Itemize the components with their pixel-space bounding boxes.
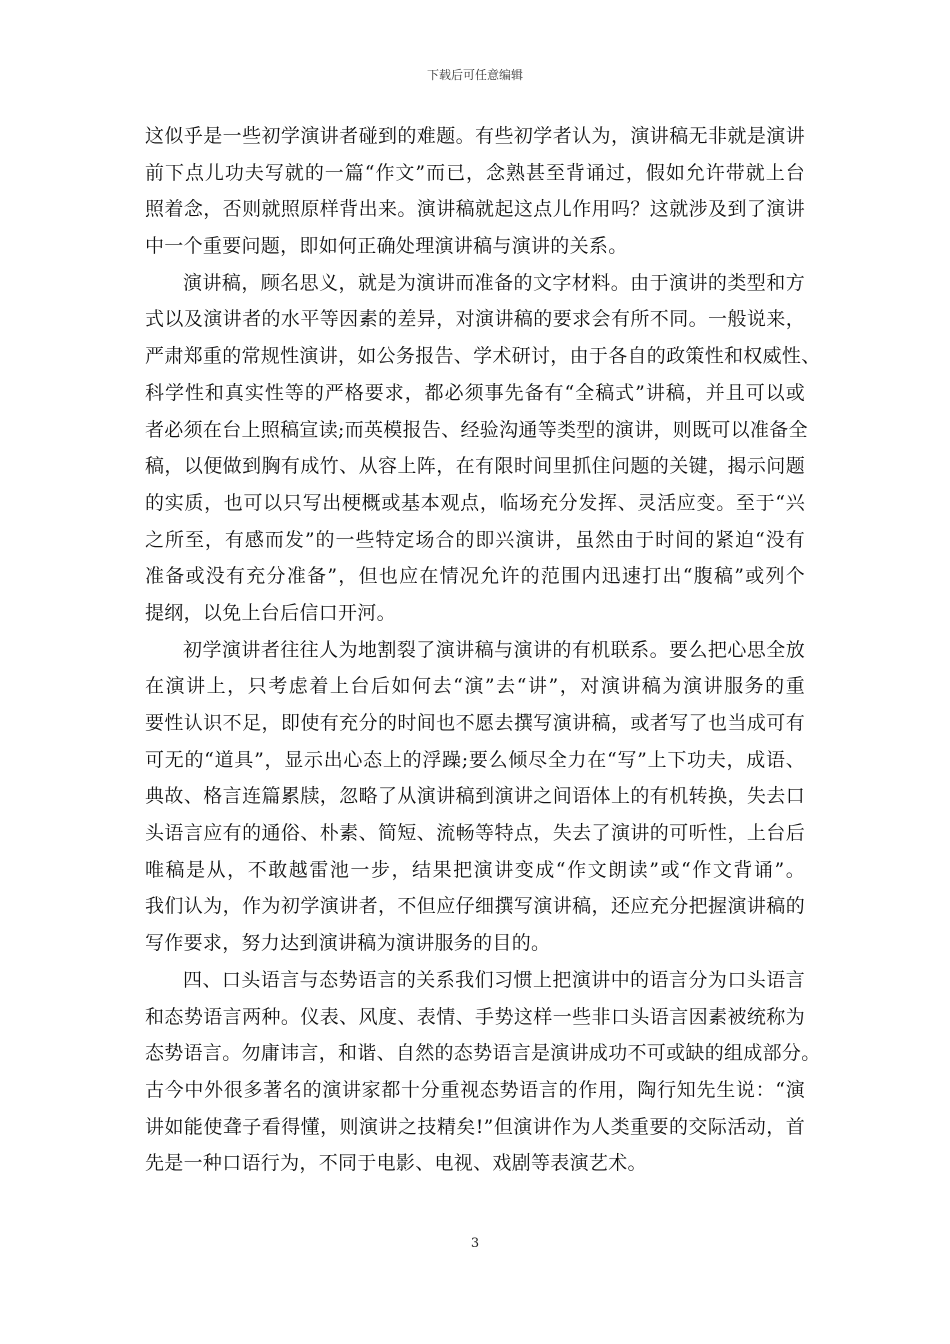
- paragraph-line: 严肃郑重的常规性演讲，如公务报告、学术研讨，由于各自的政策性和权威性、: [145, 345, 821, 368]
- paragraph-line: 照着念，否则就照原样背出来。演讲稿就起这点儿作用吗？这就涉及到了演讲: [145, 198, 805, 221]
- paragraph: [145, 265, 821, 632]
- paragraph-line: 科学性和真实性等的严格要求，都必须事先备有“全稿式”讲稿，并且可以或: [145, 381, 805, 404]
- paragraph-line: 讲如能使聋子看得懂，则演讲之技精矣!”但演讲作为人类重要的交际活动，首: [145, 1115, 805, 1138]
- paragraph-line: 先是一种口语行为，不同于电影、电视、戏剧等表演艺术。: [145, 1152, 647, 1175]
- paragraph-line: 式以及演讲者的水平等因素的差异，对演讲稿的要求会有所不同。一般说来，: [145, 308, 805, 331]
- paragraph-line: 中一个重要问题，即如何正确处理演讲稿与演讲的关系。: [145, 235, 628, 258]
- paragraph-line: 和态势语言两种。仪表、风度、表情、手势这样一些非口头语言因素被统称为: [145, 1005, 805, 1028]
- paragraph-line: 在演讲上，只考虑着上台后如何去“演”去“讲”，对演讲稿为演讲服务的重: [145, 675, 805, 698]
- paragraph-line: 者必须在台上照稿宣读;而英模报告、经验沟通等类型的演讲，则既可以准备全: [145, 418, 808, 441]
- paragraph: [145, 632, 805, 962]
- paragraph: [145, 962, 821, 1182]
- paragraph-line: 写作要求，努力达到演讲稿为演讲服务的目的。: [145, 932, 551, 955]
- document-body: [145, 118, 821, 1182]
- paragraph-line: 四、口头语言与态势语言的关系我们习惯上把演讲中的语言分为口头语言: [183, 968, 805, 991]
- paragraph-line: 这似乎是一些初学演讲者碰到的难题。有些初学者认为，演讲稿无非就是演讲: [145, 125, 805, 147]
- paragraph-line: 演讲稿，顾名思义，就是为演讲而准备的文字材料。由于演讲的类型和方: [183, 271, 805, 294]
- paragraph-line: 古今中外很多著名的演讲家都十分重视态势语言的作用，陶行知先生说：“演: [145, 1078, 805, 1101]
- paragraph-line: 要性认识不足，即使有充分的时间也不愿去撰写演讲稿，或者写了也当成可有: [145, 712, 805, 734]
- paragraph-line: 之所至，有感而发”的一些特定场合的即兴演讲，虽然由于时间的紧迫“没有: [145, 528, 805, 551]
- paragraph-line: 唯稿是从，不敢越雷池一步，结果把演讲变成“作文朗读”或“作文背诵”。: [145, 858, 805, 881]
- paragraph-line: 典故、格言连篇累牍，忽略了从演讲稿到演讲之间语体上的有机转换，失去口: [145, 785, 805, 808]
- paragraph-line: 态势语言。勿庸讳言，和谐、自然的态势语言是演讲成功不可或缺的组成部分。: [145, 1042, 821, 1065]
- paragraph: [145, 118, 805, 265]
- page-number: 3: [470, 1236, 480, 1251]
- paragraph-line: 的实质，也可以只写出梗概或基本观点，临场充分发挥、灵活应变。至于“兴: [145, 491, 805, 514]
- paragraph-line: 我们认为，作为初学演讲者，不但应仔细撰写演讲稿，还应充分把握演讲稿的: [145, 895, 805, 918]
- paragraph-line: 稿，以便做到胸有成竹、从容上阵，在有限时间里抓住问题的关键，揭示问题: [145, 455, 805, 478]
- paragraph-line: 准备或没有充分准备”，但也应在情况允许的范围内迅速打出“腹稿”或列个: [145, 565, 805, 588]
- paragraph-line: 可无的“道具”，显示出心态上的浮躁;要么倾尽全力在“写”上下功夫，成语、: [145, 748, 805, 771]
- paragraph-line: 头语言应有的通俗、朴素、简短、流畅等特点，失去了演讲的可听性，上台后: [145, 822, 805, 845]
- paragraph-line: 初学演讲者往往人为地割裂了演讲稿与演讲的有机联系。要么把心思全放: [183, 638, 805, 661]
- page-header: 下载后可任意编辑: [426, 68, 523, 82]
- paragraph-line: 前下点儿功夫写就的一篇“作文”而已，念熟甚至背诵过，假如允许带就上台: [145, 161, 805, 184]
- paragraph-line: 提纲，以免上台后信口开河。: [145, 601, 396, 624]
